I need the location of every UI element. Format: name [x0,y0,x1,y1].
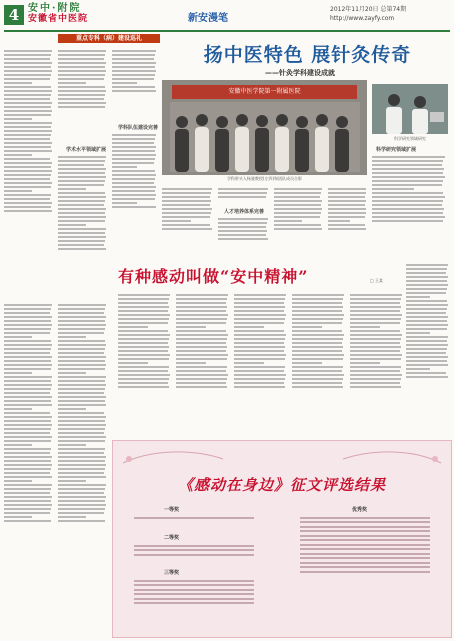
masthead-line1: 安中·附院 [28,3,82,14]
article1-col8 [372,154,448,256]
article1-subhead: ——针灸学科建设成就 [265,69,335,77]
article2-byline: □ 王某 [370,278,384,283]
page-number-badge: 4 [4,5,24,25]
award-level-label: 一等奖 [164,507,180,513]
dateline-date: 2012年11月20日 总第74期 [330,6,407,13]
award-level-1 [164,506,179,514]
photo-banner-text: 安徽中医学院第一附属医院 [228,88,301,95]
photo-banner [172,85,357,99]
masthead-line2: 安徽省中医院 [28,14,89,24]
award-level-3 [164,569,179,577]
article1-tail-col [58,302,108,636]
article1-col3b [112,132,158,250]
article1-subsection-4: 科学研究领域扩展 [376,147,417,153]
article1-col6 [274,186,324,256]
article2-col4 [292,292,346,436]
section-title: 新安漫笔 [188,13,228,24]
article1-headline: 扬中医特色 展针灸传奇 [203,44,412,66]
article1-col5 [218,186,270,204]
award-level-label: 三等奖 [164,570,180,576]
article2-col2 [176,292,230,436]
photo2-caption: 科学研究领域研究 [394,136,426,141]
award-4-names [300,514,430,575]
article2-col3 [234,292,288,436]
article1-col3 [112,48,158,118]
article1-subsection-1: 学术水平领域扩展 [66,147,107,153]
article2-col1 [118,292,172,436]
header-rule [4,30,450,32]
award-2-names [134,542,254,558]
research-photo [372,84,448,134]
article2-headline: 有种感动叫做“安中精神” [118,267,309,286]
column-banner: 重点专科（病）建设巡礼 [58,34,160,43]
award-level-label: 二等奖 [164,535,180,541]
dateline [330,5,406,23]
article1-subsection-2: 学科队伍建设完善 [118,125,159,131]
article1-col5b [218,216,270,256]
page-header [0,0,454,36]
award-level-2 [164,534,179,542]
photo-caption: 学科带头人杨骏教授(左四)和团队成员合影 [226,176,303,181]
masthead-logo [28,3,132,27]
article1-subsection-3: 人才培养体系完善 [224,209,265,215]
dateline-url: http://www.zayfy.com [330,15,395,22]
award-1-names [134,514,254,521]
research-photo-illustration [372,84,448,134]
award-level-4 [352,506,367,514]
article1-col7 [328,186,368,256]
article1-col4 [162,186,214,256]
article1-tail-col-left [4,302,54,636]
award-level-label: 优秀奖 [352,507,368,513]
results-title: 《感动在身边》征文评选结果 [177,476,386,494]
article1-col2b [58,154,108,299]
team-photo [162,80,367,175]
team-people-illustration [170,102,360,172]
article1-col2 [58,48,108,138]
article1-col1 [4,48,54,298]
article2-col5 [350,292,404,436]
article2-col6 [406,262,450,436]
award-3-names [134,577,254,607]
